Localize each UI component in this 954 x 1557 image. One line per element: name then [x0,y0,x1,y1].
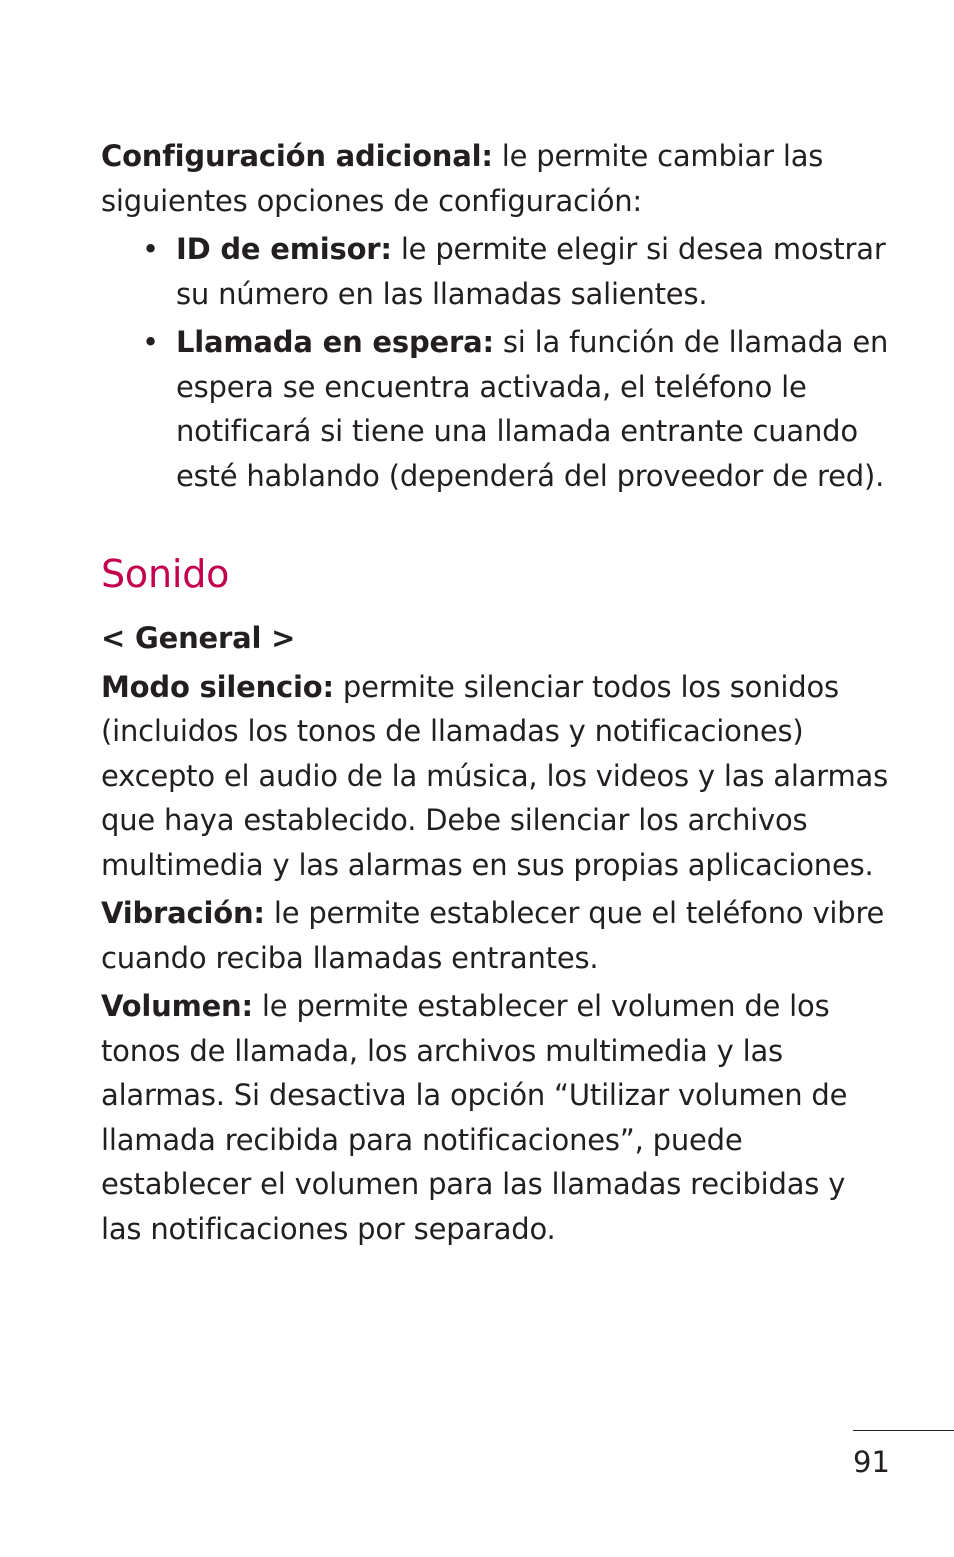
section-title: Sonido [101,552,230,596]
list-item [176,320,891,498]
page-number: 91 [853,1445,890,1479]
section-subheading: < General > [101,621,296,655]
options-list [101,227,891,498]
volume-label: Volumen: [101,989,253,1023]
silent-mode-label: Modo silencio: [101,669,334,704]
call-waiting-text: si la función de llamada en espera se encuentra activada, el teléfono le notificará si tiene una llamada entrante cuando esté hablando (dependerá del proveedor de red). [176,325,889,493]
call-waiting-label: Llamada en espera: [176,325,494,359]
vibration-paragraph [101,891,891,980]
volume-text: le permite establecer el volumen de los tonos de llamada, los archivos multimedia y las alarmas. Si desactiva la opción “Utilizar volumen de llamada recibida para notificaciones”, puede establecer el volumen para las llamadas recibidas y las notificaciones por separado. [101,989,848,1246]
silent-mode-text: permite silenciar todos los sonidos (incluidos los tonos de llamadas y notificaciones) excepto el audio de la música, los videos y las alarmas que haya establecido. Debe silenciar los archivos multimedia y las alarmas en sus propias aplicaciones. [101,669,889,882]
vibration-label: Vibración: [101,896,265,930]
intro-label: Configuración adicional: [101,139,493,173]
list-item [176,227,891,316]
page-content [101,134,891,1255]
caller-id-text: le permite elegir si desea mostrar su número en las llamadas salientes. [176,232,886,311]
silent-mode-paragraph [101,665,891,888]
volume-paragraph [101,984,891,1251]
intro-paragraph [101,134,891,223]
footer-divider [853,1430,954,1431]
caller-id-label: ID de emisor: [176,232,392,266]
intro-text: le permite cambiar las siguientes opciones de configuración: [101,139,824,218]
vibration-text: le permite establecer que el teléfono vibre cuando reciba llamadas entrantes. [101,896,885,975]
